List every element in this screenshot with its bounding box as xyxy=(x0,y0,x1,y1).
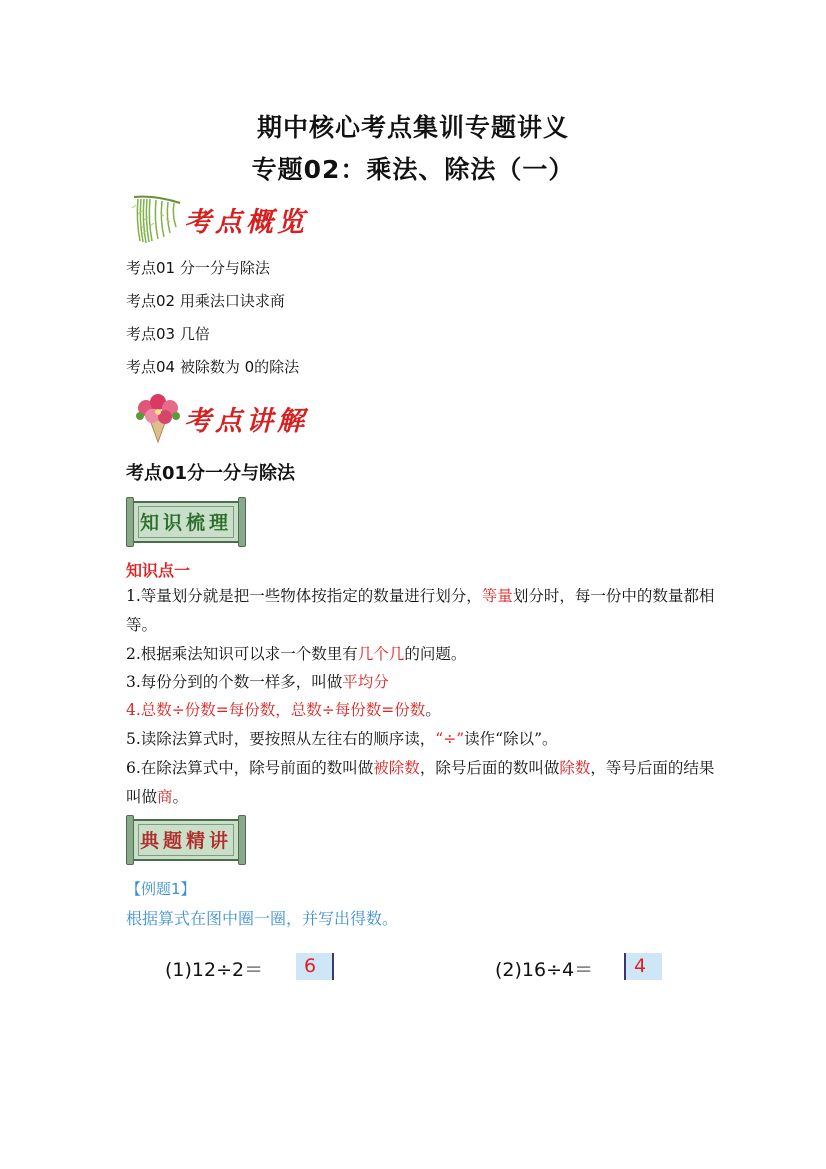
knowledge-item-1: 1.等量划分就是把一些物体按指定的数量进行划分，等量划分时，每一份中的数量都相等。 xyxy=(126,587,715,634)
explain-header-text: 考点讲解 xyxy=(184,406,308,437)
toc-item-2: 考点02 用乘法口诀求商 xyxy=(126,292,285,310)
toc-item-1: 考点01 分一分与除法 xyxy=(126,259,270,277)
overview-header xyxy=(126,195,311,243)
knowledge-item-5: 5.读除法算式时，要按照从左往右的顺序读，“÷”读作“除以”。 xyxy=(126,730,558,748)
section-title: 考点01分一分与除法 xyxy=(126,463,296,484)
knowledge-point-title: 知识点一 xyxy=(126,561,191,580)
knowledge-banner xyxy=(126,497,246,547)
answer-box-1: 6 xyxy=(296,953,334,980)
equation-1: (1)12÷2＝ xyxy=(165,959,264,981)
flower-bouquet-icon xyxy=(128,390,186,444)
toc-item-3: 考点03 几倍 xyxy=(126,325,210,343)
knowledge-item-6: 6.在除法算式中，除号前面的数叫做被除数，除号后面的数叫做除数，等号后面的结果叫做商。 xyxy=(126,759,715,806)
page-title: 期中核心考点集训专题讲义 xyxy=(256,113,569,142)
equation-2: (2)16÷4＝ xyxy=(495,959,594,981)
explain-header xyxy=(126,390,311,438)
overview-header-text: 考点概览 xyxy=(184,207,308,238)
example-tag: 【例题1】 xyxy=(126,880,196,898)
knowledge-banner-text: 知识梳理 xyxy=(139,512,232,534)
knowledge-item-4: 4.总数÷份数=每份数，总数÷每份数=份数。 xyxy=(126,701,441,719)
example-banner xyxy=(126,815,246,865)
knowledge-item-3: 3.每份分到的个数一样多，叫做平均分 xyxy=(126,673,389,691)
page-subtitle: 专题02：乘法、除法（一） xyxy=(251,155,575,184)
example-question: 根据算式在图中圈一圈，并写出得数。 xyxy=(126,909,399,928)
example-banner-text: 典题精讲 xyxy=(139,830,232,852)
toc-item-4: 考点04 被除数为 0的除法 xyxy=(126,358,300,376)
knowledge-item-2: 2.根据乘法知识可以求一个数里有几个几的问题。 xyxy=(126,645,467,663)
willow-icon xyxy=(126,195,186,245)
answer-box-2: 4 xyxy=(624,953,662,980)
